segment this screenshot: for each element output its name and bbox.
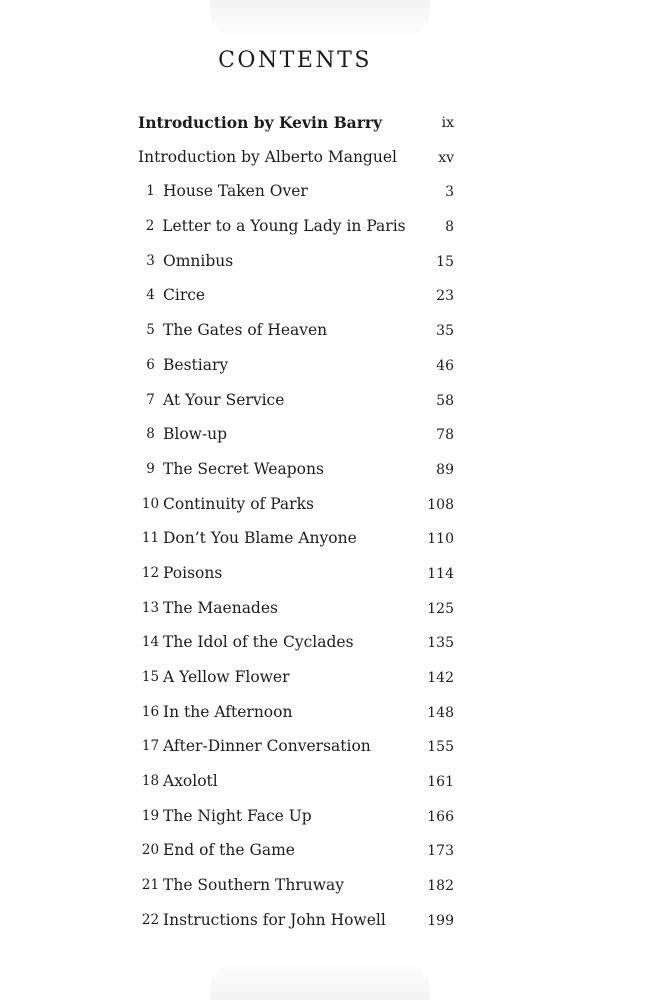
story-list [138, 182, 456, 945]
toc-entry-title: House Taken Over [163, 182, 308, 201]
toc-entry-number: 4 [146, 287, 155, 304]
toc-story-row [138, 703, 456, 738]
toc-entry-number: 10 [141, 495, 160, 512]
toc-entry-page: 173 [427, 843, 454, 860]
toc-entry-page: 142 [427, 670, 454, 686]
toc-entry-title: The Southern Thruway [163, 876, 345, 895]
toc-story-row [138, 876, 456, 911]
toc-entry-title: Continuity of Parks [163, 494, 314, 513]
toc-entry-page: 23 [436, 288, 454, 305]
toc-entry-number: 7 [146, 391, 155, 408]
toc-entry-number: 15 [141, 669, 160, 685]
toc-story-row [138, 182, 456, 217]
toc-story-row [138, 911, 456, 946]
page-title: CONTENTS [218, 48, 372, 73]
toc-story-row [138, 772, 456, 807]
toc-entry-page: 15 [436, 253, 454, 270]
toc-entry-number: 14 [141, 634, 160, 651]
toc-entry-number: 18 [141, 773, 160, 790]
toc-entry-title: Omnibus [163, 251, 234, 270]
toc-entry-page: 135 [427, 635, 454, 652]
toc-entry-number: 9 [146, 460, 155, 477]
toc-entry-title: End of the Game [163, 841, 295, 860]
toc-story-row [138, 668, 456, 703]
toc-entry-number: 11 [141, 530, 160, 547]
toc-entry-title: Circe [163, 286, 206, 305]
toc-entry-number: 3 [146, 252, 155, 269]
toc-story-row [138, 495, 456, 530]
toc-entry-number: 22 [141, 911, 160, 928]
toc-entry-number: 2 [145, 218, 155, 235]
toc-entry-page: ix [441, 115, 454, 131]
toc-entry-page: 114 [427, 565, 454, 582]
toc-entry-number: 16 [141, 703, 160, 720]
toc-story-row [138, 841, 456, 876]
toc-entry-title: The Gates of Heaven [163, 321, 328, 340]
toc-entry-title: The Maenades [163, 598, 278, 617]
toc-entry-page: 110 [427, 531, 454, 548]
toc-story-row [138, 807, 456, 842]
toc-entry-title: Blow-up [163, 425, 228, 444]
toc-story-row [138, 391, 456, 426]
toc-story-row [138, 321, 456, 356]
toc-entry-title: Don’t You Blame Anyone [163, 529, 357, 548]
toc-story-row [138, 599, 456, 634]
toc-entry-page: 8 [445, 219, 454, 236]
toc-entry-page: 199 [427, 912, 454, 929]
toc-story-row [138, 286, 456, 321]
toc-entry-title: Introduction by Kevin Barry [138, 113, 383, 132]
toc-entry-number: 13 [141, 599, 160, 616]
toc-entry-page: 161 [427, 774, 454, 791]
toc-entry-number: 8 [146, 426, 155, 443]
scan-shadow-bottom [210, 960, 430, 1000]
toc-entry-title: The Secret Weapons [163, 459, 324, 478]
toc-entry-number: 6 [146, 356, 155, 373]
toc-entry-page: 78 [436, 427, 454, 444]
toc-entry-page: 35 [436, 323, 454, 340]
toc-story-row [138, 425, 456, 460]
toc-entry-title: Introduction by Alberto Manguel [138, 147, 397, 166]
toc-entry-number: 1 [146, 183, 155, 200]
toc-entry-title: After-Dinner Conversation [163, 737, 371, 756]
toc-entry-page: 182 [427, 878, 454, 895]
toc-entry-number: 19 [141, 807, 160, 824]
toc-entry-title: Letter to a Young Lady in Paris [162, 217, 406, 236]
toc-entry-title: Instructions for John Howell [163, 910, 386, 929]
toc-entry-page: 58 [436, 392, 454, 409]
toc-entry-title: Axolotl [163, 772, 218, 791]
toc-entry-page: 3 [445, 184, 454, 201]
toc-entry-page: 166 [427, 808, 454, 825]
toc-entry-page: 148 [427, 704, 454, 721]
toc-entry-number: 21 [141, 877, 160, 894]
toc-entry-number: 12 [141, 564, 160, 581]
toc-story-row [138, 564, 456, 599]
toc-intro-row [138, 113, 456, 148]
toc-story-row [138, 460, 456, 495]
toc-entry-title: A Yellow Flower [163, 668, 290, 686]
toc-entry-number: 5 [146, 322, 155, 339]
toc-story-row [138, 529, 456, 564]
toc-story-row [138, 737, 456, 772]
toc-entry-title: At Your Service [163, 390, 285, 409]
toc-entry-page: 155 [427, 739, 454, 756]
toc-entry-title: The Idol of the Cyclades [163, 633, 354, 652]
toc-entry-title: Poisons [163, 563, 223, 582]
toc-story-row [138, 356, 456, 391]
toc-story-row [138, 633, 456, 668]
toc-entry-number: 20 [141, 842, 160, 859]
toc-story-row [138, 217, 456, 252]
toc-entry-page: xv [438, 149, 454, 166]
table-of-contents [138, 113, 456, 946]
toc-story-row [138, 252, 456, 287]
toc-entry-page: 46 [436, 357, 454, 374]
toc-entry-number: 17 [141, 738, 160, 755]
toc-intro-row [138, 148, 456, 183]
toc-entry-title: In the Afternoon [163, 702, 293, 721]
toc-entry-page: 89 [436, 461, 454, 478]
toc-entry-title: Bestiary [163, 355, 229, 374]
toc-entry-page: 108 [427, 496, 454, 513]
toc-entry-page: 125 [427, 600, 454, 617]
toc-entry-title: The Night Face Up [163, 806, 312, 825]
scan-shadow-top [210, 0, 430, 40]
